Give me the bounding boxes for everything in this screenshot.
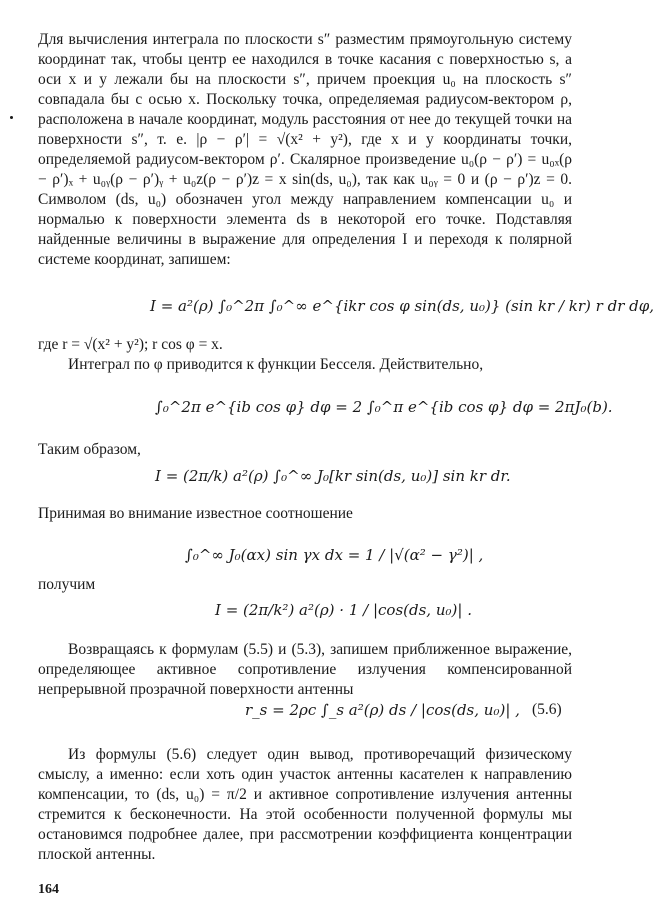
equation-number: (5.6) [532, 701, 562, 718]
margin-dot [10, 116, 13, 119]
formula-known-relation: ∫₀^∞ J₀(αx) sin γx dx = 1 / |√(α² − γ²)| , [185, 546, 484, 564]
paragraph-conclusion: Из формулы (5.6) следует один вывод, противоречащий физическому смыслу, а именно: если хоть один участок антенны касателен к направлению компенсации, то (ds, u₀) = π/2 и активное сопротивление излучения антенны стремится к бесконечности. На этой особенности полученной формулы мы остановимся подробнее далее, при рассмотрении коэффициента концентрации плоской антенны. [38, 746, 572, 863]
formula-integral-i: I = a²(ρ) ∫₀^2π ∫₀^∞ e^{ikr cos φ sin(ds, u₀)} (sin kr / kr) r dr dφ, [150, 297, 654, 315]
paragraph-derivation: Для вычисления интеграла по плоскости s″ разместим прямоугольную систему координат так, чтобы центр ее находился в точке касания с поверхностью s, а оси x и y лежали бы на плоскости s″, причем проекция u₀ на плоскость s″ совпадала бы с осью x. Поскольку точка, определяемая радиусом-вектором ρ, расположена в начале координат, модуль расстояния от нее до текущей точки на поверхности s″, т. е. |ρ − ρ′| = √(x² + y²), где x и y координаты точки, определяемой радиусом-вектором ρ′. Скалярное произведение u₀(ρ − ρ′) = u₀ₓ(ρ − ρ′)ₓ + u₀ᵧ(ρ − ρ′)ᵧ + u₀z(ρ − ρ′)z = x sin(ds, u₀), так как u₀ᵧ = 0 и (ρ − ρ′)z = 0. Символом (ds, u₀) обозначен угол между направлением компенсации u₀ и нормалью к поверхности элемента ds в некоторой его точке. Подставляя найденные величины в выражение для определения I и переходя к полярной системе координат, запишем: [38, 31, 572, 268]
bessel-intro-line: Интеграл по φ приводится к функции Бесселя. Действительно, [68, 356, 484, 373]
get-line: получим [38, 576, 96, 593]
paragraph-resistance-intro: Возвращаясь к формулам (5.5) и (5.3), запишем приближенное выражение, определяющее активное сопротивление излучения компенсированной непрерывной прозрачной поверхности антенны [38, 641, 572, 698]
where-r-line: где r = √(x² + y²); r cos φ = x. [38, 336, 223, 353]
thus-line: Таким образом, [38, 441, 141, 458]
formula-integral-i-bessel: I = (2π/k) a²(ρ) ∫₀^∞ J₀[kr sin(ds, u₀)] sin kr dr. [155, 467, 511, 485]
formula-i-result: I = (2π/k²) a²(ρ) · 1 / |cos(ds, u₀)| . [215, 601, 472, 619]
formula-bessel: ∫₀^2π e^{ib cos φ} dφ = 2 ∫₀^π e^{ib cos φ} dφ = 2πJ₀(b). [155, 398, 613, 416]
page-number: 164 [38, 882, 59, 897]
known-relation-line: Принимая во внимание известное соотношение [38, 505, 353, 522]
formula-radiation-resistance: r_s = 2ρc ∫_s a²(ρ) ds / |cos(ds, u₀)| , [245, 701, 520, 719]
